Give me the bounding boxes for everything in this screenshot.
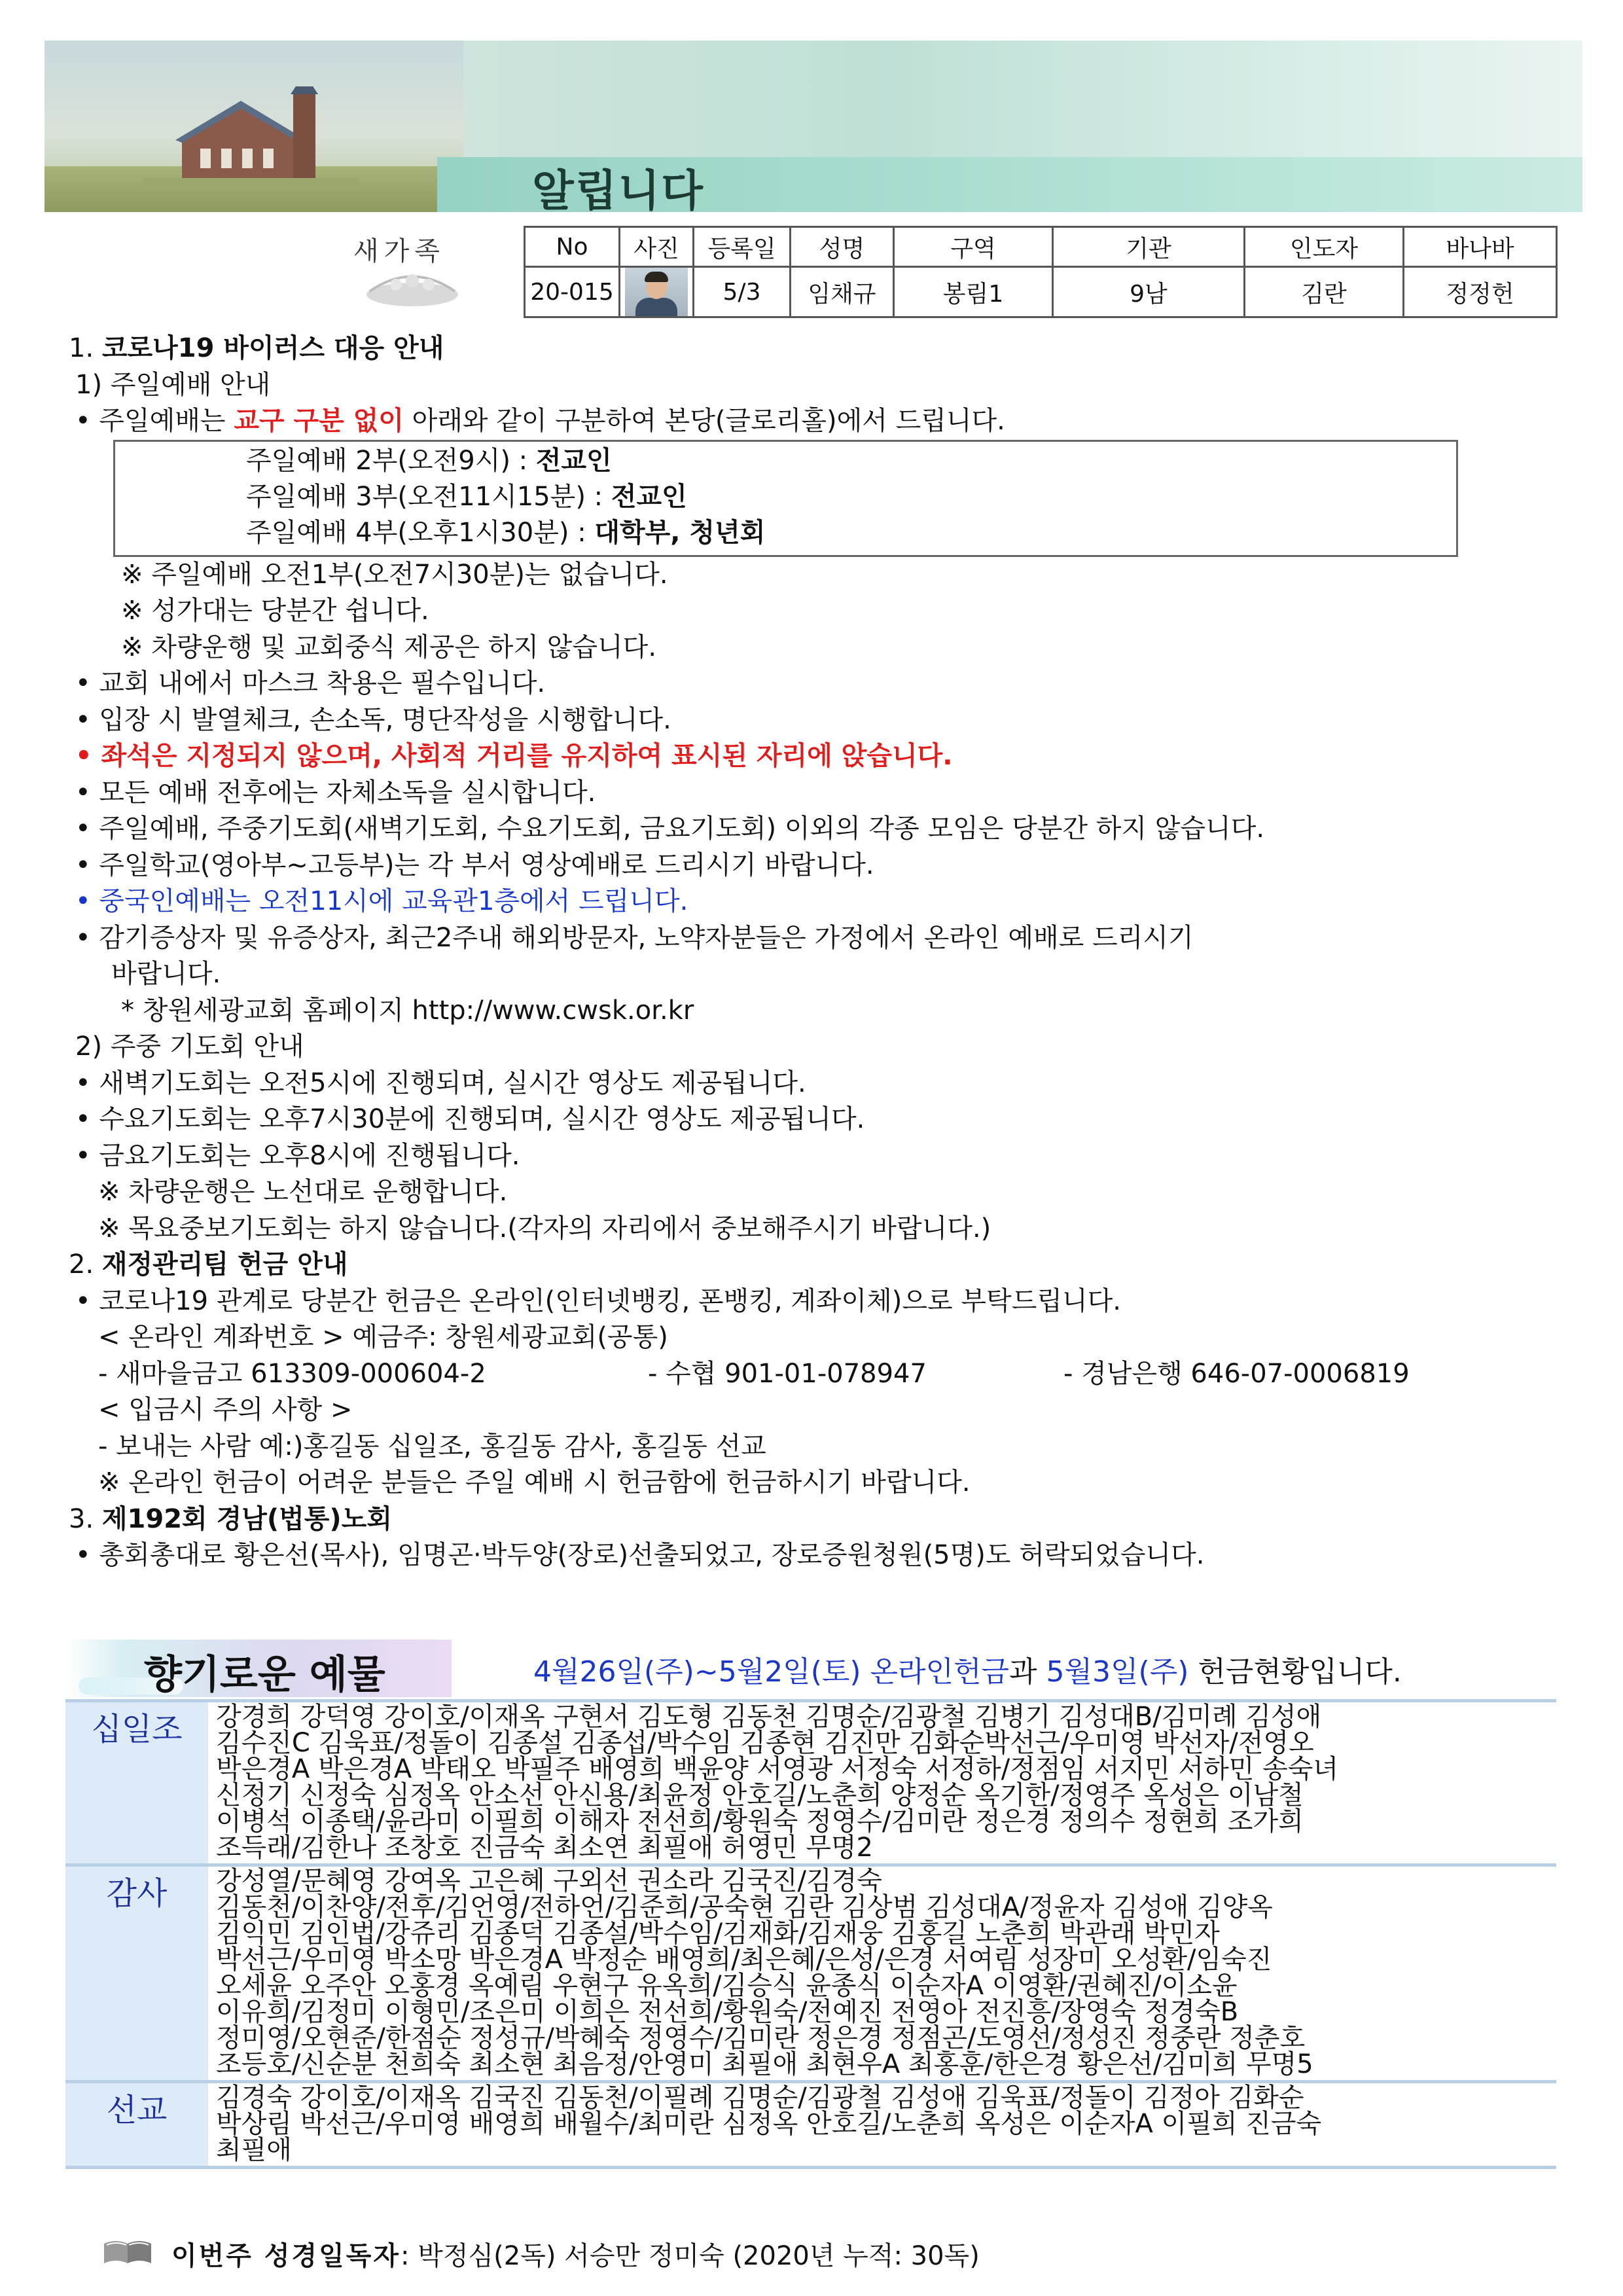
name-list: [208, 1867, 1556, 2080]
offering-table: [65, 1699, 1556, 2169]
names-line: 이병석 이종택/윤라미 이필희 이해자 전선희/황원숙 정영수/김미란 정은경 정의수 정현희 조가희: [216, 1806, 1304, 1837]
names-line: 김수진C 김욱표/정돌이 김종설 김종섭/박수임 김종현 김진만 김화순박선근/우미영 박선자/전영오: [216, 1728, 1314, 1758]
cell-guide: 김란: [1245, 267, 1404, 317]
list-item: • 새벽기도회는 오전5시에 진행되며, 실시간 영상도 제공됩니다.: [75, 1067, 806, 1098]
homepage-link[interactable]: * 창원세광교회 홈페이지 http://www.cwsk.or.kr: [121, 995, 694, 1026]
worship-schedule-box: [113, 440, 1458, 557]
note-line: ※ 성가대는 당분간 쉽니다.: [121, 596, 429, 626]
column-header: No: [525, 227, 620, 267]
list-item: • 감기증상자 및 유증상자, 최근2주내 해외방문자, 노약자분들은 가정에서 온라인 예배로 드리시기: [75, 922, 1194, 953]
offering-row-tithe: [65, 1699, 1556, 1863]
cell-org: 9남: [1053, 267, 1245, 317]
note-line: ※ 목요중보기도회는 하지 않습니다.(각자의 자리에서 중보해주시기 바랍니다.): [98, 1213, 991, 1244]
list-item: • 주일예배는 교구 구분 없이 아래와 같이 구분하여 본당(글로리홀)에서 드립니다.: [75, 406, 1005, 436]
offering-title: 향기로운 예물: [144, 1652, 385, 1698]
subsection-heading: 1) 주일예배 안내: [75, 369, 271, 400]
list-item: • 모든 예배 전후에는 자체소독을 실시합니다.: [75, 777, 596, 808]
table-header-row: [525, 227, 1557, 267]
column-header: 구역: [894, 227, 1053, 267]
column-header: 등록일: [694, 227, 791, 267]
section-heading: 3. 제192회 경남(법통)노회: [69, 1503, 392, 1534]
book-icon: [101, 2237, 154, 2266]
names-line: 김익민 김인법/강쥬리 김종덕 김종설/박수임/김재화/김재웅 김홍길 노춘희 박관래 박민자: [216, 1918, 1220, 1948]
list-item: • 주일학교(영아부~고등부)는 각 부서 영상예배로 드리시기 바랍니다.: [75, 850, 874, 880]
names-line: 정미영/오현준/한점순 정성규/박혜숙 정영수/김미란 정은경 정점곤/도영선/정성진 정중란 정춘호: [216, 2023, 1306, 2053]
category-label: 선교: [65, 2083, 208, 2166]
names-line: 신정기 신정숙 심정옥 안소선 안신용/최윤정 안호길/노춘희 양정순 옥기한/정영주 옥성은 이남철: [216, 1780, 1304, 1810]
bible-readers-label: 이번주 성경일독자: [171, 2241, 401, 2271]
deposit-example: - 보내는 사람 예:)홍길동 십일조, 홍길동 감사, 홍길동 선교: [98, 1431, 766, 1462]
account-kyongnam: - 경남은행 646-07-0006819: [1063, 1358, 1410, 1389]
worship-time: 주일예배 4부(오후1시30분) : 대학부, 청년회: [246, 517, 766, 548]
list-item: • 교회 내에서 마스크 착용은 필수입니다.: [75, 668, 546, 698]
list-item: • 주일예배, 주중기도회(새벽기도회, 수요기도회, 금요기도회) 이외의 각종 모임은 당분간 하지 않습니다.: [75, 814, 1265, 844]
cell-no: 20-015: [525, 267, 620, 317]
column-header: 인도자: [1245, 227, 1404, 267]
offering-row-mission: [65, 2080, 1556, 2169]
names-line: 강성열/문혜영 강여옥 고은혜 구외선 권소라 김국진/김경숙: [216, 1866, 882, 1896]
category-label: 십일조: [65, 1702, 208, 1863]
cell-district: 봉림1: [894, 267, 1053, 317]
account-list: [69, 1356, 1574, 1393]
header-banner: [45, 41, 1582, 212]
column-header: 사진: [620, 227, 694, 267]
column-header: 바나바: [1404, 227, 1557, 267]
list-item: • 수요기도회는 오후7시30분에 진행되며, 실시간 영상도 제공됩니다.: [75, 1104, 865, 1134]
cell-name: 임채규: [791, 267, 894, 317]
column-header: 기관: [1053, 227, 1245, 267]
category-label: 감사: [65, 1867, 208, 2080]
list-item: • 코로나19 관계로 당분간 헌금은 온라인(인터넷뱅킹, 폰뱅킹, 계좌이체)으로 부탁드립니다.: [75, 1285, 1121, 1316]
bible-readers-text: : 박정심(2독) 서승만 정미숙 (2020년 누적: 30독): [401, 2241, 980, 2271]
column-header: 성명: [791, 227, 894, 267]
deposit-heading: < 입금시 주의 사항 >: [98, 1395, 353, 1425]
note-line: ※ 차량운행 및 교회중식 제공은 하지 않습니다.: [121, 632, 657, 662]
page-title: 알립니다: [532, 166, 705, 212]
bible-readers: [171, 2235, 980, 2272]
names-line: 박상림 박선근/우미영 배영희 배월수/최미란 심정옥 안호길/노춘희 옥성은 이순자A 이필희 진금숙: [216, 2109, 1322, 2139]
worship-time: 주일예배 3부(오전11시15분) : 전교인: [246, 481, 687, 512]
cell-barnabas: 정정헌: [1404, 267, 1557, 317]
worship-time: 주일예배 2부(오전9시) : 전교인: [246, 445, 612, 476]
names-line: 김동천/이찬양/전후/김언영/전하언/김준희/공숙현 김란 김상범 김성대A/정윤자 김성애 김양옥: [216, 1892, 1273, 1922]
section-heading: 2. 재정관리팀 헌금 안내: [69, 1249, 348, 1280]
list-item: • 금요기도회는 오후8시에 진행됩니다.: [75, 1140, 520, 1171]
section-heading: 1. 코로나19 바이러스 대응 안내: [69, 333, 444, 363]
member-photo: [625, 268, 688, 316]
list-item-highlight: • 좌석은 지정되지 않으며, 사회적 거리를 유지하여 표시된 자리에 앉습니다.: [75, 741, 953, 771]
name-list: [208, 1702, 1556, 1863]
list-item-blue: • 중국인예배는 오전11시에 교육관1층에서 드립니다.: [75, 886, 688, 916]
account-heading: < 온라인 계좌번호 > 예금주: 창원세광교회(공통): [98, 1322, 668, 1352]
offering-banner: [65, 1640, 452, 1697]
note-line: ※ 온라인 헌금이 어려운 분들은 주일 예배 시 헌금함에 헌금하시기 바랍니다.: [98, 1467, 971, 1498]
names-line: 강경희 강덕영 강이호/이재옥 구현서 김도형 김동천 김명순/김광철 김병기 김성대B/김미례 김성애: [216, 1702, 1322, 1732]
account-saemaeul: - 새마을금고 613309-000604-2: [98, 1358, 486, 1389]
names-line: 조등호/신순분 천희숙 최소현 최음정/안영미 최필애 최현우A 최홍훈/한은경 황은선/김미희 무명5: [216, 2049, 1313, 2079]
name-list: [208, 2083, 1556, 2166]
church-illustration: [143, 86, 359, 191]
note-line: ※ 차량운행은 노선대로 운행합니다.: [98, 1177, 508, 1207]
names-line: 이유희/김정미 이형민/조은미 이희은 전선희/황원숙/전예진 전영아 전진흥/장영숙 정경숙B: [216, 1997, 1239, 2027]
offering-row-thanks: [65, 1863, 1556, 2080]
names-line: 오세윤 오주안 오홍경 옥예림 우현구 유옥희/김승식 윤종식 이순자A 이영환/권혜진/이소윤: [216, 1971, 1238, 2001]
notice-body: [69, 331, 1574, 1574]
names-line: 조득래/김한나 조창호 진금숙 최소연 최필애 허영민 무명2: [216, 1833, 873, 1863]
offering-note: 4월26일(주)~5월2일(토) 온라인헌금과 5월3일(주) 헌금현황입니다.: [533, 1655, 1402, 1689]
table-row: [525, 267, 1557, 317]
account-suhyup: - 수협 901-01-078947: [648, 1358, 927, 1389]
names-line: 박은경A 박은경A 박태오 박필주 배영희 백윤양 서영광 서정숙 서정하/정점임 서지민 서하민 송숙녀: [216, 1754, 1339, 1784]
list-item: • 총회총대로 황은선(목사), 임명곤·박두양(장로)선출되었고, 장로증원청원(5명)도 허락되었습니다.: [75, 1540, 1205, 1570]
cell-photo: [620, 267, 694, 317]
subsection-heading: 2) 주중 기도회 안내: [75, 1031, 304, 1062]
flower-basket-icon: [357, 265, 468, 311]
names-line: 김경숙 강이호/이재옥 김국진 김동천/이필례 김명순/김광철 김성애 김욱표/정돌이 김정아 김화순: [216, 2083, 1304, 2113]
list-item: • 입장 시 발열체크, 손소독, 명단작성을 시행합니다.: [75, 704, 671, 735]
note-line: ※ 주일예배 오전1부(오전7시30분)는 없습니다.: [121, 559, 668, 590]
names-line: 최필애: [216, 2135, 292, 2165]
new-family-table: [524, 226, 1558, 318]
list-item-continued: 바랍니다.: [111, 959, 221, 989]
names-line: 박선근/우미영 박소망 박은경A 박정순 배영희/최은혜/은성/은경 서여림 성장미 오성환/임숙진: [216, 1945, 1272, 1975]
cell-date: 5/3: [694, 267, 791, 317]
new-family-label: 새가족: [353, 236, 445, 266]
